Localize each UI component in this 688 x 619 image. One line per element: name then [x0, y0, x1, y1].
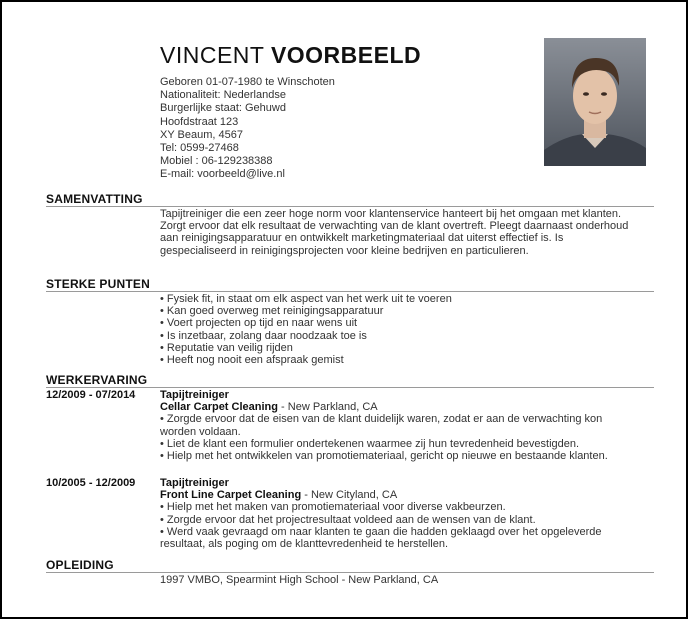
- contact-birth: Geboren 01-07-1980 te Winschoten: [160, 76, 335, 88]
- list-item: • Reputatie van veilig rijden: [160, 341, 293, 354]
- job-bullet: • Liet de klant een formulier ondertekenen waarmee zij hun tevredenheid bevestigden.: [160, 437, 580, 450]
- job-bullet: • Werd vaak gevraagd om naar klanten te gaan die hadden geklaagd over het opgeleverde resultaat, als poging om de klanttevredenheid te herstellen.: [160, 525, 602, 551]
- profile-photo: [544, 38, 646, 166]
- job-location: - New Parkland, CA: [277, 401, 378, 414]
- contact-nationality: Nationaliteit: Nederlandse: [160, 89, 286, 102]
- list-item: • Heeft nog nooit een afspraak gemist: [160, 354, 344, 367]
- section-divider: [46, 572, 654, 573]
- job-company: Front Line Carpet Cleaning: [160, 489, 302, 502]
- list-item: • Voert projecten op tijd en naar wens uit: [160, 317, 358, 330]
- contact-mobile: Mobiel : 06-129238388: [160, 155, 273, 168]
- contact-details: [160, 76, 335, 182]
- first-name: VINCENT: [160, 42, 265, 68]
- job-company-line: [160, 401, 640, 413]
- summary-text: Tapijtreiniger die een zeer hoge norm voor klantenservice hanteert bij het omgaan met klanten. Zorgt ervoor dat elk resultaat de verwachting van de klant overtreft. Pleegt daarnaast onderhoud aan reinigingsapparatuur en ontwikkelt marketingmateriaal dat uiterst effectief is. Is gespecialiseerd in reinigingsprojecten voor kleine bedrijven en particulieren.: [160, 208, 629, 257]
- contact-marital-status: Burgerlijke staat: Gehuwd: [160, 102, 286, 115]
- contact-street: Hoofdstraat 123: [160, 115, 239, 128]
- job-bullet: • Zorgde ervoor dat het projectresultaat voldeed aan de wensen van de klant.: [160, 513, 536, 526]
- job-dates: 12/2009 - 07/2014: [46, 389, 136, 401]
- job-dates: 10/2005 - 12/2009: [46, 477, 136, 489]
- section-divider: [46, 387, 654, 388]
- contact-phone: Tel: 0599-27468: [160, 142, 239, 155]
- job-bullet: • Hielp met het ontwikkelen van promotiemateriaal, gericht op nieuwe en bestaande klanten.: [160, 450, 608, 463]
- education-text: 1997 VMBO, Spearmint High School - New Parkland, CA: [160, 574, 439, 586]
- job-title: Tapijtreiniger: [160, 389, 229, 401]
- section-title-education: OPLEIDING: [46, 558, 114, 572]
- job-bullet: • Hielp met het maken van promotiemateriaal voor diverse vakbeurzen.: [160, 501, 506, 514]
- candidate-name: [160, 42, 421, 69]
- job-entry: [160, 477, 640, 550]
- section-title-experience: WERKERVARING: [46, 373, 148, 387]
- section-title-summary: SAMENVATTING: [46, 192, 143, 206]
- contact-email: E-mail: voorbeeld@live.nl: [160, 168, 285, 181]
- section-title-strengths: STERKE PUNTEN: [46, 277, 150, 291]
- job-title: Tapijtreiniger: [160, 477, 229, 489]
- job-bullet: • Zorgde ervoor dat de eisen van de klant duidelijk waren, zodat er aan de verwachting kon worden voldaan.: [160, 413, 603, 438]
- last-name: VOORBEELD: [270, 42, 422, 68]
- job-entry: [160, 389, 640, 462]
- list-item: • Kan goed overweg met reinigingsapparatuur: [160, 305, 384, 318]
- job-company: Cellar Carpet Cleaning: [160, 401, 278, 414]
- list-item: • Fysiek fit, in staat om elk aspect van het werk uit te voeren: [160, 293, 452, 305]
- strengths-list: [160, 293, 632, 366]
- list-item: • Is inzetbaar, zolang daar noodzaak toe is: [160, 329, 367, 342]
- contact-city: XY Beaum, 4567: [160, 128, 243, 141]
- job-company-line: [160, 489, 640, 501]
- section-divider: [46, 206, 654, 207]
- job-location: - New Cityland, CA: [301, 489, 398, 502]
- section-divider: [46, 291, 654, 292]
